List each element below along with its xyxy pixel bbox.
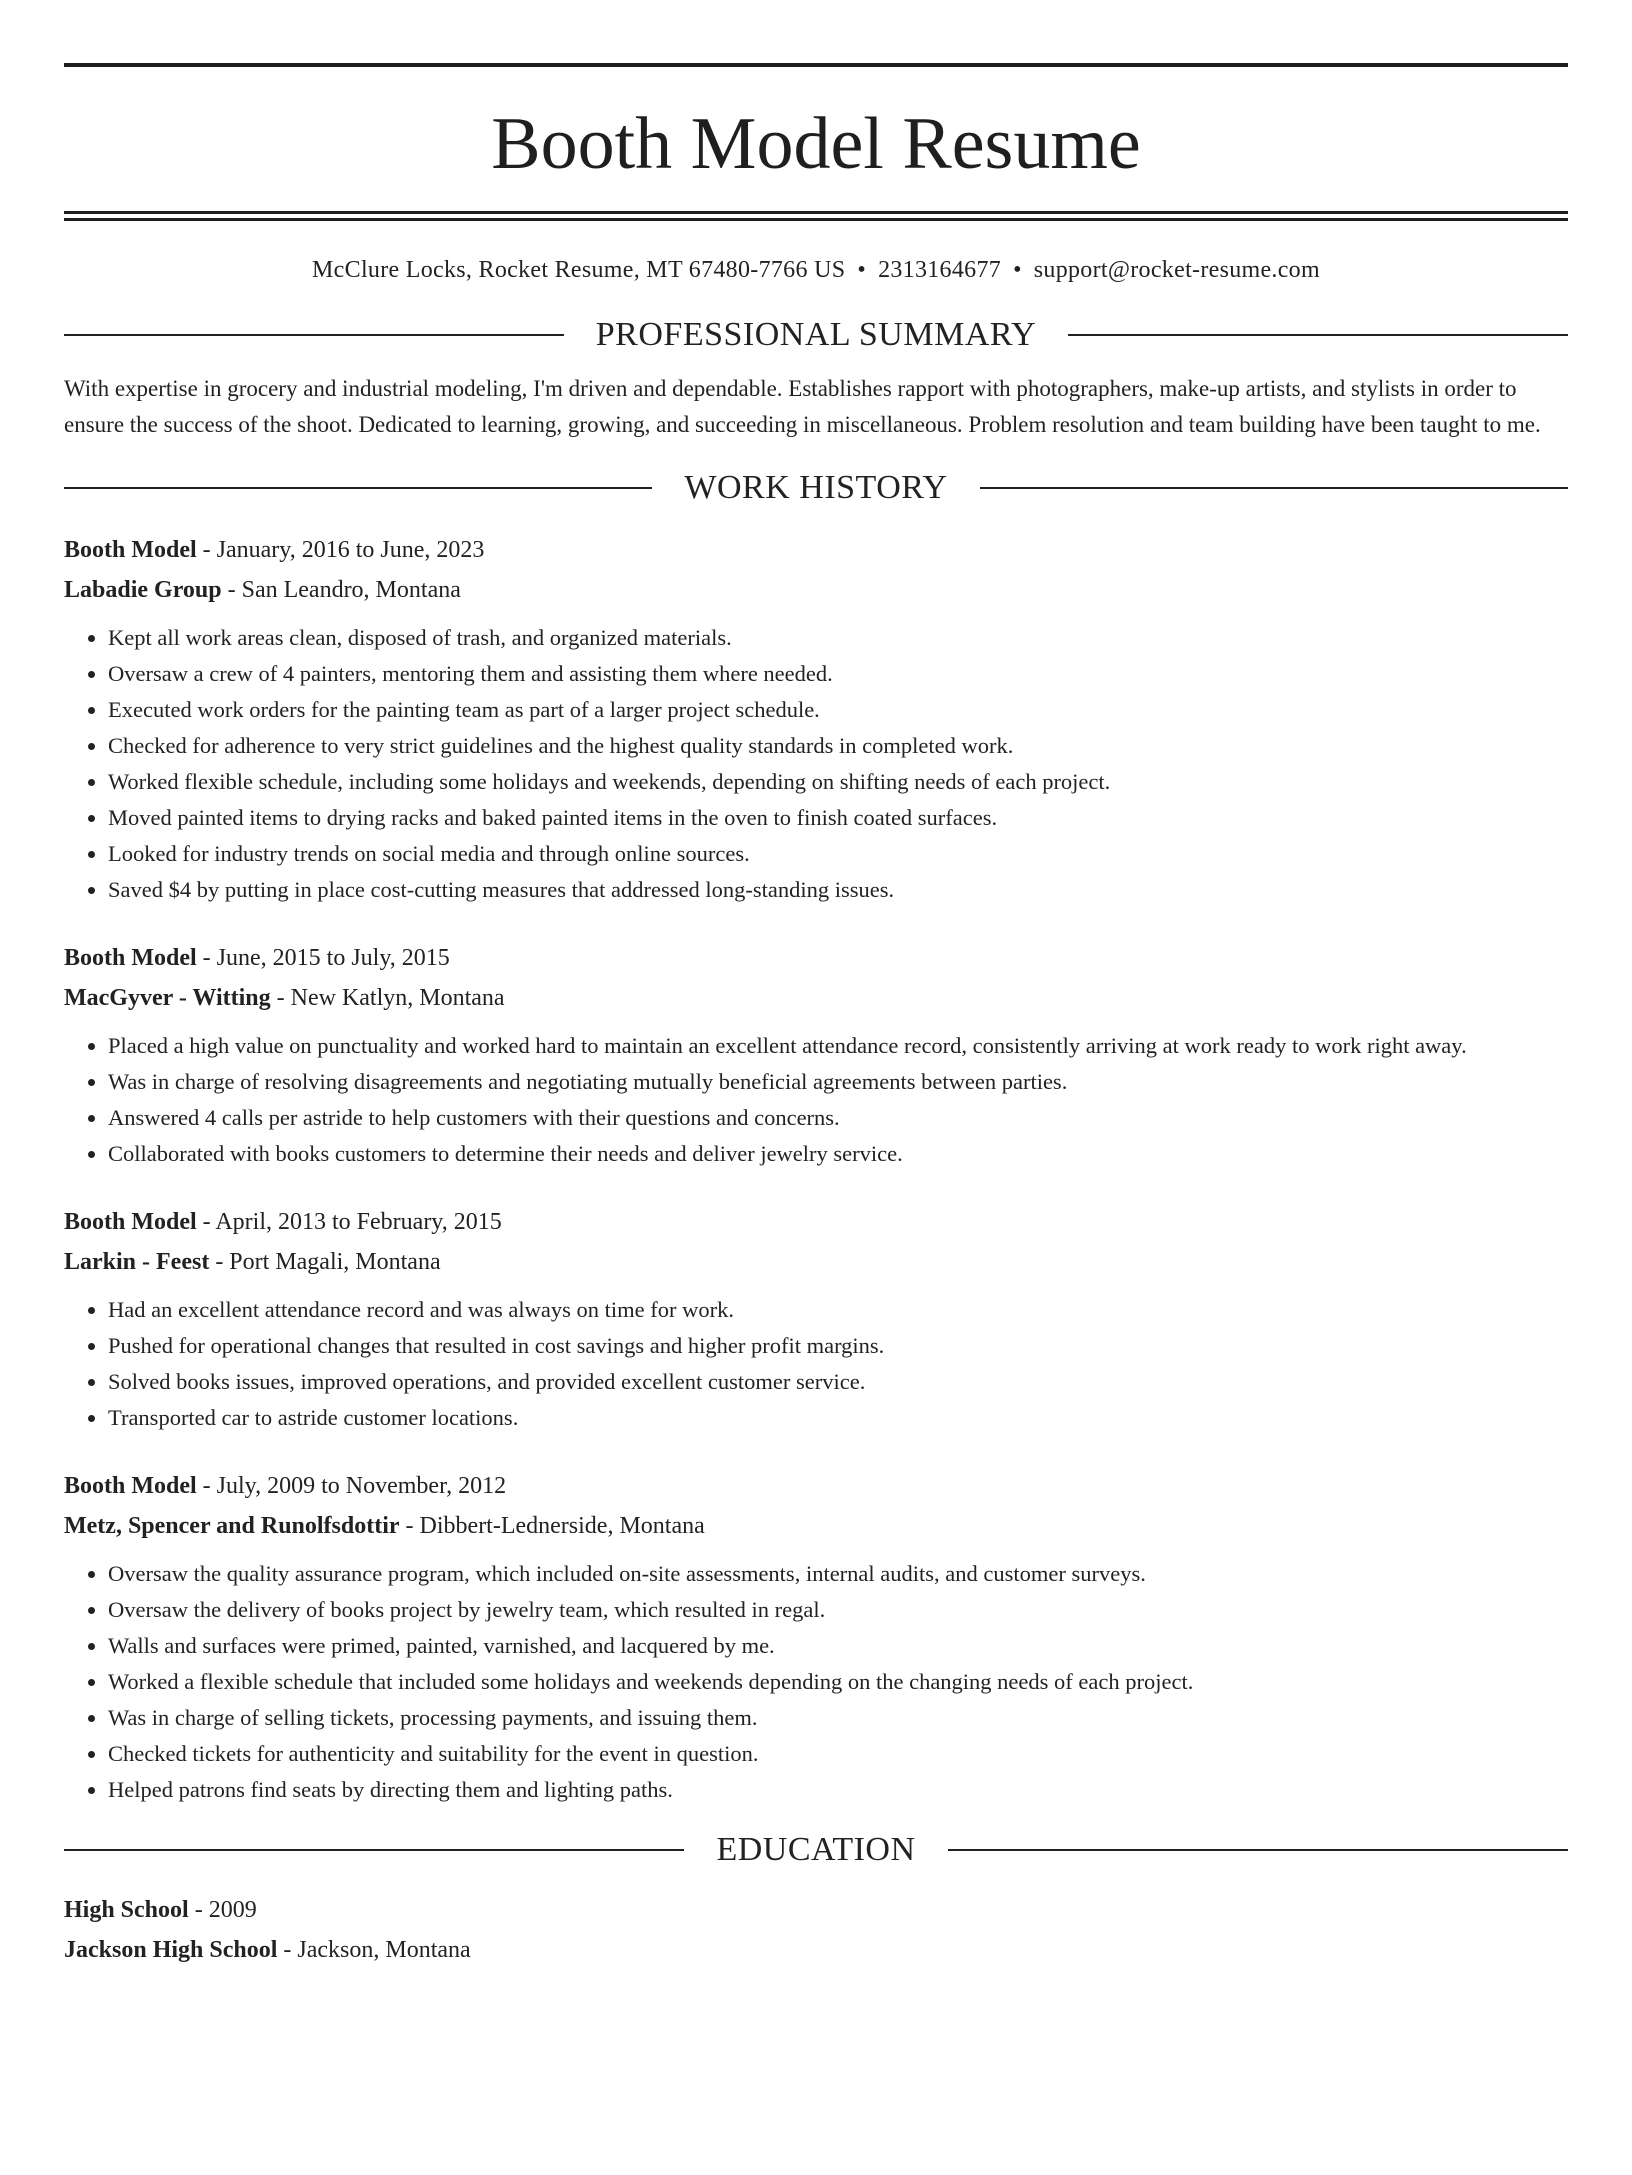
education-year: - 2009 xyxy=(188,1897,257,1923)
job-bullet: • Oversaw the delivery of books project by jewelry team, which resulted in regal. xyxy=(108,1592,1568,1628)
job-bullet: • Worked flexible schedule, including some holidays and weekends, depending on shifting needs of each project. xyxy=(108,764,1568,800)
education-degree-line xyxy=(64,1890,1568,1930)
contact-phone: 2313164677 xyxy=(878,257,1002,283)
job-title-line xyxy=(64,938,1568,978)
job-bullet: • Placed a high value on punctuality and worked hard to maintain an excellent attendance record, consistently arriving at work ready to work right away. xyxy=(108,1028,1568,1064)
education-degree: High School xyxy=(64,1897,189,1923)
job-bullet: • Helped patrons find seats by directing them and lighting paths. xyxy=(108,1772,1568,1808)
job-title: Booth Model xyxy=(64,537,197,563)
job-company: Metz, Spencer and Runolfsdottir xyxy=(64,1513,400,1539)
top-rule xyxy=(64,63,1568,67)
job-company-line xyxy=(64,978,1568,1018)
job-bullet: • Looked for industry trends on social media and through online sources. xyxy=(108,836,1568,872)
job-bullet: • Checked tickets for authenticity and suitability for the event in question. xyxy=(108,1736,1568,1772)
education-location: - Jackson, Montana xyxy=(277,1937,471,1963)
job-bullet: • Oversaw a crew of 4 painters, mentoring them and assisting them where needed. xyxy=(108,656,1568,692)
heading-rule-left xyxy=(64,487,652,489)
job-entry xyxy=(64,938,1568,1172)
contact-email: support@rocket-resume.com xyxy=(1033,257,1320,283)
contact-address: McClure Locks, Rocket Resume, MT 67480-7766 US xyxy=(312,257,846,283)
job-company: Larkin - Feest xyxy=(64,1249,210,1275)
job-company-line xyxy=(64,1242,1568,1282)
job-title: Booth Model xyxy=(64,945,197,971)
summary-heading: PROFESSIONAL SUMMARY xyxy=(595,316,1037,353)
job-bullet: • Had an excellent attendance record and was always on time for work. xyxy=(108,1292,1568,1328)
job-dates: - July, 2009 to November, 2012 xyxy=(196,1473,507,1499)
job-dates: - January, 2016 to June, 2023 xyxy=(196,537,485,563)
job-bullet: • Executed work orders for the painting team as part of a larger project schedule. xyxy=(108,692,1568,728)
resume-page xyxy=(0,63,1632,2175)
resume-title: Booth Model Resume xyxy=(491,103,1141,185)
job-location: - San Leandro, Montana xyxy=(221,577,461,603)
job-bullet-list xyxy=(64,1028,1568,1172)
job-bullet: • Kept all work areas clean, disposed of trash, and organized materials. xyxy=(108,620,1568,656)
work-heading: WORK HISTORY xyxy=(684,469,948,506)
job-company-line xyxy=(64,570,1568,610)
job-company: Labadie Group xyxy=(64,577,222,603)
job-bullet-list xyxy=(64,620,1568,908)
job-title-line xyxy=(64,530,1568,570)
job-bullet-list xyxy=(64,1292,1568,1436)
job-location: - Dibbert-Lednerside, Montana xyxy=(399,1513,705,1539)
job-title: Booth Model xyxy=(64,1209,197,1235)
job-bullet: • Moved painted items to drying racks and baked painted items in the oven to finish coated surfaces. xyxy=(108,800,1568,836)
job-dates: - June, 2015 to July, 2015 xyxy=(196,945,450,971)
job-company: MacGyver - Witting xyxy=(64,985,271,1011)
job-bullet: • Solved books issues, improved operations, and provided excellent customer service. xyxy=(108,1364,1568,1400)
heading-rule-right xyxy=(980,487,1568,489)
title-double-rule xyxy=(64,211,1568,221)
job-bullet: • Pushed for operational changes that resulted in cost savings and higher profit margins. xyxy=(108,1328,1568,1364)
job-title-line xyxy=(64,1466,1568,1506)
education-section-heading xyxy=(64,1828,1568,1872)
summary-section-heading xyxy=(64,313,1568,357)
job-bullet: • Was in charge of resolving disagreements and negotiating mutually beneficial agreements between parties. xyxy=(108,1064,1568,1100)
job-company-line xyxy=(64,1506,1568,1546)
job-bullet: • Collaborated with books customers to determine their needs and deliver jewelry service. xyxy=(108,1136,1568,1172)
heading-rule-left xyxy=(64,1849,684,1851)
contact-separator: • xyxy=(857,257,867,283)
job-bullet: • Oversaw the quality assurance program, which included on-site assessments, internal audits, and customer surveys. xyxy=(108,1556,1568,1592)
job-bullet: • Saved $4 by putting in place cost-cutting measures that addressed long-standing issues. xyxy=(108,872,1568,908)
job-title-line xyxy=(64,1202,1568,1242)
heading-rule-right xyxy=(1068,334,1568,336)
job-bullet: • Was in charge of selling tickets, processing payments, and issuing them. xyxy=(108,1700,1568,1736)
heading-rule-left xyxy=(64,334,564,336)
education-entry xyxy=(64,1890,1568,1970)
job-bullet: • Checked for adherence to very strict guidelines and the highest quality standards in completed work. xyxy=(108,728,1568,764)
job-entry xyxy=(64,530,1568,908)
education-heading: EDUCATION xyxy=(716,1831,916,1868)
work-section-heading xyxy=(64,466,1568,510)
summary-text: With expertise in grocery and industrial modeling, I'm driven and dependable. Establishes rapport with photographers, make-up artists, and stylists in order to ensure the success of the shoot. Dedicated to learning, growing, and succeeding in miscellaneous. Problem resolution and team building have been taught to me. xyxy=(64,376,1541,437)
job-location: - Port Magali, Montana xyxy=(209,1249,441,1275)
job-bullet: • Walls and surfaces were primed, painted, varnished, and lacquered by me. xyxy=(108,1628,1568,1664)
job-bullet: • Answered 4 calls per astride to help customers with their questions and concerns. xyxy=(108,1100,1568,1136)
education-school: Jackson High School xyxy=(64,1937,278,1963)
job-entry xyxy=(64,1202,1568,1436)
job-bullet: • Transported car to astride customer locations. xyxy=(108,1400,1568,1436)
heading-rule-right xyxy=(948,1849,1568,1851)
contact-separator: • xyxy=(1013,257,1022,283)
job-bullet: • Worked a flexible schedule that included some holidays and weekends depending on the changing needs of each project. xyxy=(108,1664,1568,1700)
contact-line xyxy=(64,255,1568,285)
job-title: Booth Model xyxy=(64,1473,197,1499)
job-dates: - April, 2013 to February, 2015 xyxy=(196,1209,502,1235)
job-location: - New Katlyn, Montana xyxy=(270,985,505,1011)
job-bullet-list xyxy=(64,1556,1568,1808)
work-history-list xyxy=(64,530,1568,1808)
job-entry xyxy=(64,1466,1568,1808)
education-school-line xyxy=(64,1930,1568,1970)
